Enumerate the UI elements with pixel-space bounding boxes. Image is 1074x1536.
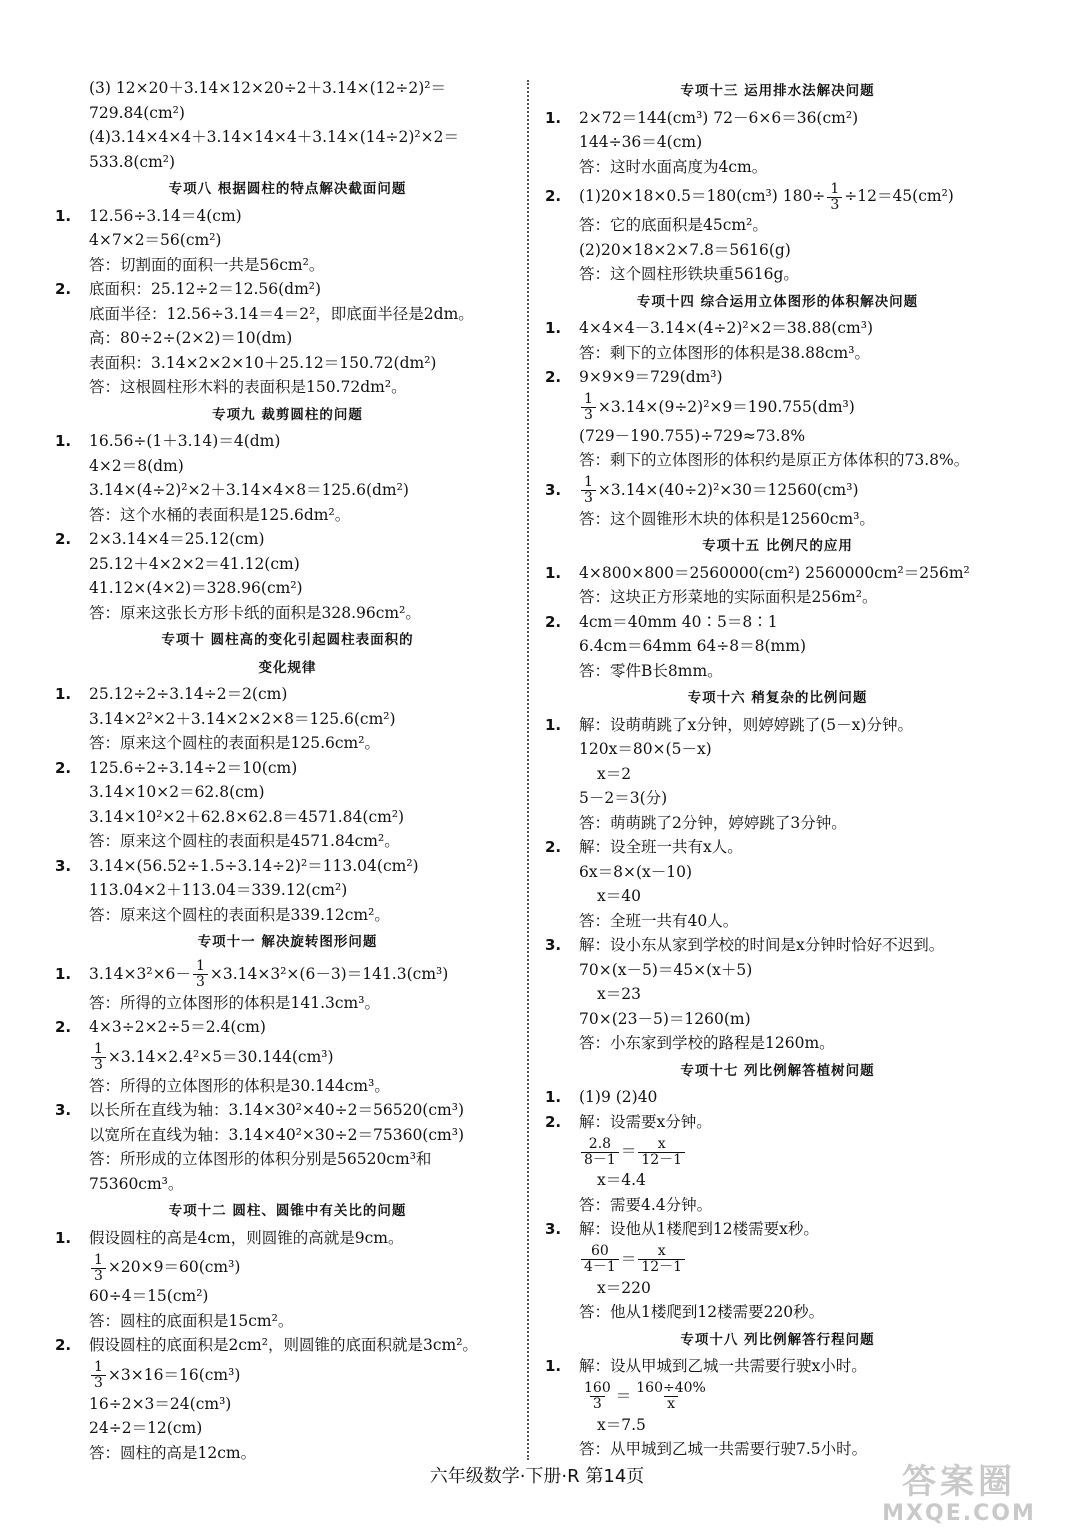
section-heading [545,1059,1010,1084]
answer-line [545,982,1010,1007]
equation-text: x＝2 [597,764,632,783]
fraction-numerator: 160 [584,1380,611,1396]
answer-line [55,204,520,229]
answer-line [55,576,520,601]
equation-text: 答：剩下的立体图形的体积约是原正方体体积的73.8%。 [579,451,970,469]
fraction [581,1381,614,1412]
question-number: 1. [55,685,72,703]
equation-text: x＝23 [597,985,641,1003]
answer-line [55,829,520,854]
equation-text: 答：圆柱的高是12cm。 [89,1443,257,1462]
equation-text: 533.8(cm²) [89,152,176,171]
answer-line [545,1300,1010,1325]
answer-line [545,130,1010,155]
equation-text: ×3.14×3²×(6－3)＝141.3(cm³) [209,964,449,983]
fraction-denominator: 3 [581,490,596,506]
answer-line [55,1358,520,1392]
equation-text: 25.12÷2÷3.14÷2＝2(cm) [89,685,288,703]
answer-line [55,1416,520,1441]
equation-text: 答：从甲城到乙城一共需要行驶7.5小时。 [579,1440,868,1458]
equation-text: 解：设从甲城到乙城一共需要行驶x小时。 [579,1357,867,1375]
section-heading [545,79,1010,104]
answer-line [545,1110,1010,1135]
fraction-denominator: x [664,1396,678,1412]
fraction [827,182,842,213]
question-number: 2. [55,758,72,777]
question-number: 3. [545,1220,562,1238]
answer-line [545,365,1010,390]
answer-line [55,1040,520,1074]
question-number: 2. [545,187,562,205]
equation-text: ×20×9＝60(cm³) [107,1258,241,1276]
answer-line [55,957,520,991]
equation-text: 专项十二 圆柱、圆锥中有关比的问题 [168,1203,407,1219]
equation-text: 专项十三 运用排水法解决问题 [680,83,875,99]
equation-text: 专项十六 稍复杂的比例问题 [687,690,868,706]
answer-line [545,179,1010,213]
answer-line [55,1015,520,1040]
fraction-denominator: 8－1 [581,1152,619,1168]
equation-text: 答：全班一共有40人。 [579,911,739,930]
equation-text: 答：所得的立体图形的体积是30.144cm³。 [89,1076,390,1095]
answer-line [545,884,1010,909]
answer-line [545,1437,1010,1462]
equation-text: 答：所形成的立体图形的体积分别是56520cm³和 [89,1150,432,1168]
fraction [581,1137,619,1168]
fraction-numerator: x [657,1135,666,1152]
answer-line [545,262,1010,287]
question-number: 3. [55,1101,72,1119]
answer-line [55,277,520,302]
equation-text: 答：切割面的面积一共是56cm²。 [89,255,325,274]
fraction-numerator: 1 [584,474,593,490]
equation-text: (2)20×18×2×7.8＝5616(g) [579,240,791,259]
answer-line [55,1250,520,1284]
equation-text: 答：这个圆锥形木块的体积是12560cm³。 [579,509,875,528]
equation-text: 解：设需要x分钟。 [579,1112,712,1131]
answer-line [55,351,520,376]
answer-line [55,707,520,732]
equation-text: x＝7.5 [597,1415,646,1434]
fraction-numerator: 1 [830,180,840,197]
answer-line [55,1392,520,1417]
equation-text: 6x＝8×(x－10) [579,862,693,881]
equation-text: 答：这个水桶的表面积是125.6dm²。 [89,505,351,524]
section-heading [55,930,520,955]
question-number: 2. [55,1336,72,1354]
answer-line [55,731,520,756]
answer-line [55,878,520,903]
question-number: 1. [545,1357,562,1375]
answer-line [545,213,1010,238]
equation-text: ×3.14×(40÷2)²×30＝12560(cm³) [597,480,859,499]
equation-text: 75360cm³。 [89,1174,184,1193]
section-heading [545,290,1010,315]
equation-text: 专项十八 列比例解答行程问题 [680,1331,875,1348]
answer-line [545,316,1010,341]
answer-line [545,1413,1010,1438]
left-column [55,76,520,1465]
fraction [581,392,596,423]
fraction-numerator: x [657,1243,666,1259]
fraction [91,1253,106,1284]
equation-text: 3.14×2²×2＋3.14×2×2×8＝125.6(cm²) [89,709,396,728]
equation-text: 16÷2×3＝24(cm³) [89,1394,232,1413]
equation-text: 9×9×9＝729(dm³) [579,368,723,386]
fraction-numerator: 1 [195,958,205,974]
column-divider [527,80,529,1460]
equation-text: 答：原来这张长方形卡纸的面积是328.96cm²。 [89,603,421,622]
equation-text: 以长所在直线为轴：3.14×30²×40÷2＝56520(cm³) [89,1101,464,1119]
answer-line [55,527,520,552]
answer-line [55,253,520,278]
question-number: 1. [55,1228,72,1247]
answer-line [545,909,1010,934]
watermark-logo [874,1462,1044,1530]
equation-text: x＝4.4 [597,1171,646,1189]
equation-text: (4)3.14×4×4＋3.14×14×4＋3.14×(14÷2)²×2＝ [89,128,459,146]
equation-text: 答：他从1楼爬到12楼需要220秒。 [579,1303,825,1321]
equation-text: ×3×16＝16(cm³) [107,1365,241,1384]
equation-text: 6.4cm＝64mm 64÷8＝8(mm) [579,637,806,655]
equation-text: 4×800×800＝2560000(cm²) 2560000cm²＝256m² [579,563,970,582]
equation-text: 41.12×(4×2)＝328.96(cm²) [89,579,303,597]
answer-line [545,473,1010,507]
equation-text: 答：萌萌跳了2分钟，婷婷跳了3分钟。 [579,813,847,832]
equation-text: (1)20×18×0.5＝180(cm³) 180÷ [579,187,826,205]
answer-line [55,76,520,101]
question-number: 3. [545,936,562,954]
equation-text: 解：设萌萌跳了x分钟，则婷婷跳了(5－x)分钟。 [579,715,913,734]
equation-text: x＝220 [597,1278,651,1297]
answer-line [545,835,1010,860]
fraction-numerator: 2.8 [588,1135,612,1152]
question-number: 1. [545,108,562,127]
question-number: 2. [545,838,562,856]
equals-sign: ＝ [620,1142,637,1160]
equation-text: 答：所得的立体图形的体积是141.3cm³。 [89,993,380,1012]
fraction-denominator: 3 [827,197,842,213]
equation-text: 3.14×10×2＝62.8(cm) [89,783,265,801]
equation-text: 解：设他从1楼爬到12楼需要x秒。 [579,1220,819,1238]
answer-line [55,302,520,327]
equation-text: 高：80÷2÷(2×2)＝10(dm) [89,329,293,347]
equation-text: 113.04×2＋113.04＝339.12(cm²) [89,881,348,899]
answer-line [55,1226,520,1251]
answer-line [545,424,1010,449]
answer-line [545,762,1010,787]
answer-line [545,659,1010,684]
answer-line [55,1284,520,1309]
equation-text: 答：原来这个圆柱的表面积是4571.84cm²。 [89,832,400,850]
answer-line [545,106,1010,131]
page-footer: 六年级数学·下册·R 第14页 [429,1466,645,1487]
fraction [581,1244,619,1275]
equals-sign: ＝ [620,1249,637,1268]
right-column [545,76,1010,1462]
section-heading [55,403,520,428]
fraction-numerator: 60 [591,1243,609,1259]
answer-line [545,713,1010,738]
equation-text: 144÷36＝4(cm) [579,133,703,151]
equation-text: 假设圆柱的高是4cm，则圆锥的高就是9cm。 [89,1228,404,1247]
question-number: 2. [55,1018,72,1036]
equation-text: 答：这个圆柱形铁块重5616g。 [579,265,799,283]
equation-text: 25.12＋4×2×2＝41.12(cm) [89,554,300,573]
answer-line [55,601,520,626]
equation-text: 2×72＝144(cm³) 72－6×6＝36(cm²) [579,108,859,127]
fraction [193,959,208,990]
equation-text: 专项十四 综合运用立体图形的体积解决问题 [636,293,919,310]
answer-line [545,634,1010,659]
equation-text: 3.14×(56.52÷1.5÷3.14÷2)²＝113.04(cm²) [89,856,419,875]
equation-text: ÷12＝45(cm²) [844,187,954,205]
watermark-text: 答案圈 [902,1462,1016,1502]
question-number: 2. [55,280,72,298]
fraction [91,1042,106,1073]
equation-text: 12.56÷3.14＝4(cm) [89,206,242,225]
answer-line [545,507,1010,532]
answer-line [55,228,520,253]
section-heading [55,656,520,681]
answer-line [545,1242,1010,1276]
fraction-denominator: 12－1 [638,1152,685,1168]
equation-text: 4×4×4－3.14×(4÷2)²×2＝38.88(cm³) [579,319,873,337]
answer-line [55,429,520,454]
answer-line [545,341,1010,366]
answer-line [55,1123,520,1148]
equation-text: (1)9 (2)40 [579,1088,658,1106]
answer-line [55,1333,520,1358]
equation-text: 3.14×3²×6－ [89,964,191,983]
answer-line [545,1031,1010,1056]
equation-text: 解：设全班一共有x人。 [579,838,743,856]
fraction-denominator: 3 [590,1396,605,1412]
question-number: 1. [545,1088,562,1106]
section-heading [55,177,520,202]
answer-line [545,1085,1010,1110]
equation-text: 答：它的底面积是45cm²。 [579,216,768,234]
equation-text: 4×2＝8(dm) [89,456,184,475]
answer-line [55,326,520,351]
equation-text: 5－2＝3(分) [579,789,668,807]
fraction [91,1360,106,1391]
equation-text: 答：剩下的立体图形的体积是38.88cm³。 [579,343,870,362]
equation-text: 4×3÷2×2÷5＝2.4(cm) [89,1018,266,1036]
answer-line [545,561,1010,586]
answer-line [55,552,520,577]
equation-text: 4×7×2＝56(cm²) [89,231,222,249]
answer-line [55,1074,520,1099]
answer-line [545,958,1010,983]
answer-line [55,503,520,528]
fraction [633,1381,709,1412]
equation-text: 专项九 裁剪圆柱的问题 [212,406,363,423]
answer-line [545,737,1010,762]
fraction-denominator: 12－1 [638,1259,685,1275]
equation-text: ×3.14×(9÷2)²×9＝190.755(dm³) [597,397,855,416]
answer-line [55,101,520,126]
equation-text: 3.14×(4÷2)²×2＋3.14×4×8＝125.6(dm²) [89,481,409,499]
question-number: 2. [545,368,562,386]
equation-text: 70×(23－5)＝1260(m) [579,1009,751,1028]
equation-text: x＝40 [597,887,641,905]
question-number: 3. [545,480,562,499]
question-number: 1. [545,715,562,734]
equation-text: 70×(x－5)＝45×(x＋5) [579,960,753,979]
answer-line [545,1276,1010,1301]
section-heading [545,534,1010,559]
equation-text: 假设圆柱的底面积是2cm²，则圆锥的底面积就是3cm²。 [89,1336,478,1354]
answer-line [55,454,520,479]
answer-line [55,991,520,1016]
fraction-denominator: 3 [91,1375,106,1391]
fraction-numerator: 160÷40% [636,1380,706,1396]
question-number: 2. [545,1112,562,1131]
section-heading [545,1328,1010,1353]
equation-text: 专项十 圆柱高的变化引起圆柱表面积的 [161,632,414,648]
fraction-numerator: 1 [94,1251,103,1268]
question-number: 1. [545,563,562,582]
question-number: 3. [55,856,72,875]
answer-line [55,1147,520,1172]
equation-text: (729－190.755)÷729≈73.8% [579,426,806,445]
answer-line [545,390,1010,424]
answer-line [55,478,520,503]
answer-line [545,786,1010,811]
answer-line [55,854,520,879]
answer-line [55,150,520,175]
equals-sign: ＝ [615,1386,632,1405]
fraction [581,475,596,506]
equation-text: 专项八 根据圆柱的特点解决截面问题 [168,181,407,197]
watermark-url: MXQE.COM [882,1501,1036,1526]
fraction-denominator: 4－1 [581,1259,619,1275]
equation-text: ×3.14×2.4²×5＝30.144(cm³) [107,1047,334,1066]
equation-text: 729.84(cm²) [89,103,185,122]
answer-line [545,585,1010,610]
answer-line [545,1354,1010,1379]
equation-text: 答：这时水面高度为4cm。 [579,157,768,176]
answer-line [545,1168,1010,1193]
equation-text: 答：原来这个圆柱的表面积是125.6cm²。 [89,734,380,752]
question-number: 1. [55,206,72,225]
question-number: 1. [55,432,72,450]
equation-text: 专项十五 比例尺的应用 [702,538,853,554]
equation-text: 表面积：3.14×2×2×10＋25.12＝150.72(dm²) [89,353,437,372]
question-number: 1. [55,964,72,983]
equation-text: 答：小东家到学校的路程是1260m。 [579,1034,835,1052]
equation-text: 变化规律 [258,659,317,676]
equation-text: 24÷2＝12(cm) [89,1419,203,1437]
equation-text: 2×3.14×4＝25.12(cm) [89,530,265,548]
answer-line [545,1217,1010,1242]
equation-text: (3) 12×20＋3.14×12×20÷2＋3.14×(12÷2)²＝ [89,79,446,97]
equation-text: 答：原来这个圆柱的表面积是339.12cm²。 [89,905,390,924]
answer-line [545,610,1010,635]
equation-text: 120x＝80×(5－x) [579,740,712,758]
answer-line [55,903,520,928]
fraction-numerator: 1 [94,1359,103,1375]
fraction-denominator: 3 [193,974,208,990]
answer-line [55,682,520,707]
answer-line [55,756,520,781]
fraction-denominator: 3 [91,1268,106,1284]
answer-line [55,375,520,400]
question-number: 1. [545,319,562,337]
fraction-numerator: 1 [94,1041,103,1057]
section-heading [55,628,520,653]
answer-line [545,448,1010,473]
equation-text: 60÷4＝15(cm²) [89,1287,209,1305]
equation-text: 答：这块正方形菜地的实际面积是256m²。 [579,588,878,606]
answer-line [545,155,1010,180]
section-heading [55,1199,520,1224]
fraction [638,1137,685,1168]
fraction [638,1244,685,1275]
equation-text: 答：圆柱的底面积是15cm²。 [89,1311,294,1330]
answer-line [545,933,1010,958]
equation-text: 底面半径：12.56÷3.14＝4＝2²，即底面半径是2dm。 [89,304,474,323]
equation-text: 16.56÷(1＋3.14)＝4(dm) [89,432,281,450]
fraction-denominator: 3 [91,1057,106,1073]
answer-line [55,805,520,830]
equation-text: 解：设小东从家到学校的时间是x分钟时恰好不迟到。 [579,936,945,954]
equation-text: 4cm＝40mm 40∶5＝8∶1 [579,612,778,631]
equation-text: 专项十一 解决旋转图形问题 [197,934,378,950]
equation-text: 答：需要4.4分钟。 [579,1195,713,1214]
question-number: 2. [545,612,562,631]
answer-line [545,1379,1010,1413]
section-heading [545,686,1010,711]
equation-text: 专项十七 列比例解答植树问题 [680,1062,875,1079]
equation-text: 底面积：25.12÷2＝12.56(dm²) [89,280,322,298]
answer-line [55,780,520,805]
equation-text: 125.6÷2÷3.14÷2＝10(cm) [89,758,298,777]
answer-line [55,1309,520,1334]
answer-line [545,860,1010,885]
answer-line [55,1098,520,1123]
equation-text: 3.14×10²×2＋62.8×62.8＝4571.84(cm²) [89,807,405,826]
question-number: 2. [55,530,72,548]
answer-line [545,238,1010,263]
fraction-numerator: 1 [584,391,593,407]
answer-line [545,1193,1010,1218]
answer-line [545,811,1010,836]
answer-line [55,1172,520,1197]
answer-line [55,125,520,150]
fraction-denominator: 3 [581,407,596,423]
equation-text: 以宽所在直线为轴：3.14×40²×30÷2＝75360(cm³) [89,1125,464,1144]
equation-text: 答：零件B长8mm。 [579,661,723,680]
answer-line [545,1134,1010,1168]
equation-text: 答：这根圆柱形木料的表面积是150.72dm²。 [89,378,407,396]
answer-line [545,1007,1010,1032]
